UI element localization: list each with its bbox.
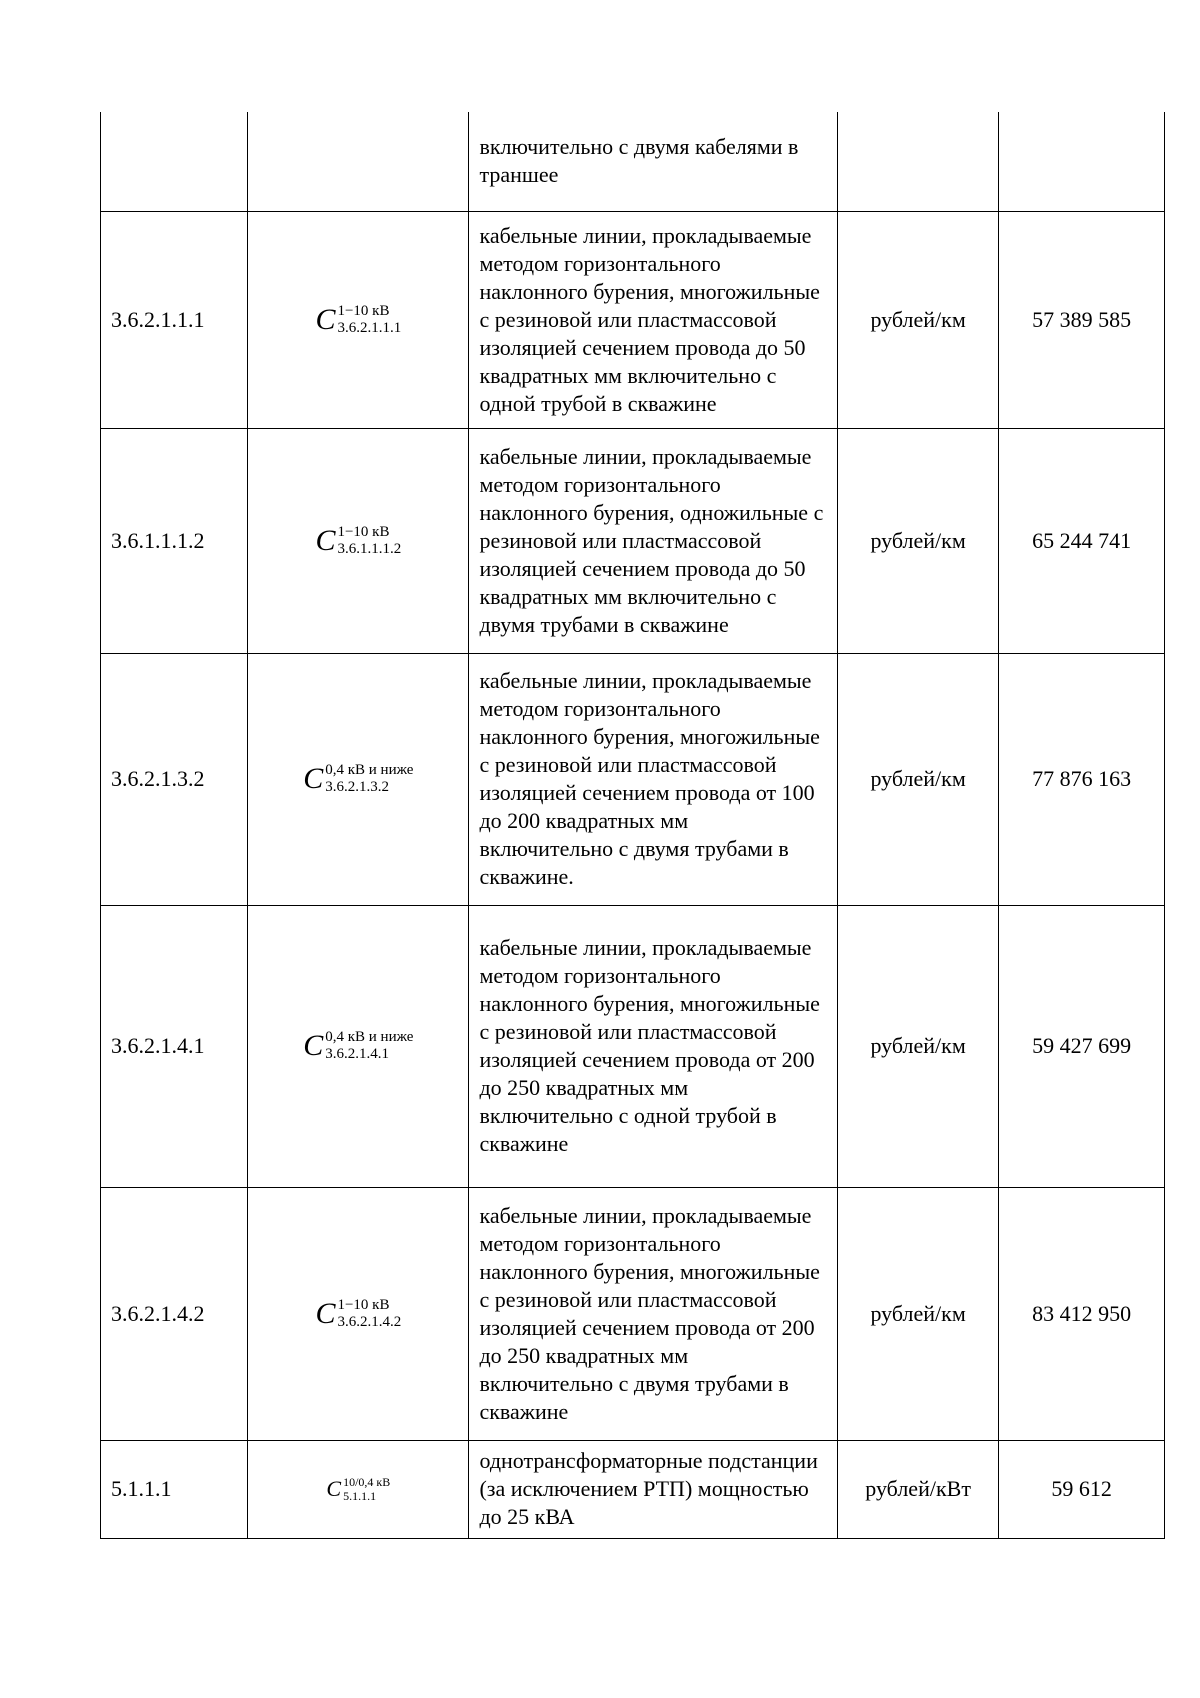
symbol-subscript: 3.6.2.1.4.1 (325, 1046, 389, 1062)
symbol-base: C (303, 1029, 324, 1062)
row-description (469, 1187, 837, 1440)
table-row (101, 1187, 1165, 1440)
row-value: 59 612 (999, 1440, 1165, 1538)
row-unit: рублей/км (837, 211, 998, 428)
symbol-superscript: 10/0,4 кВ (343, 1475, 391, 1489)
row-code: 5.1.1.1 (101, 1440, 248, 1538)
description-text: кабельные линии, прокладываемые методом горизонтального наклонного бурения, многожильные с резиновой или пластмассовой изоляцией сечением провода до 50 квадратных мм включительно с одной трубой в скважине (479, 222, 820, 416)
description-text: однотрансформаторные подстанции (за исключением РТП) мощностью до 25 кВА (479, 1448, 818, 1529)
row-description (469, 1440, 837, 1538)
description-text: кабельные линии, прокладываемые методом горизонтального наклонного бурения, многожильные с резиновой или пластмассовой изоляцией сечением провода от 200 до 250 квадратных мм включительно с двумя трубами в скважине (479, 1202, 820, 1424)
row-value: 59 427 699 (999, 905, 1165, 1187)
table-row (101, 1440, 1165, 1538)
symbol-base: C (315, 302, 336, 336)
row-symbol (248, 905, 469, 1187)
row-code: 3.6.1.1.1.2 (101, 428, 248, 653)
symbol-base: C (315, 523, 336, 557)
rate-symbol (315, 524, 401, 558)
row-symbol (248, 211, 469, 428)
row-code: 3.6.2.1.4.1 (101, 905, 248, 1187)
row-code: 3.6.2.1.4.2 (101, 1187, 248, 1440)
rate-symbol (303, 762, 413, 796)
description-text: включительно с двумя кабелями в траншее (479, 134, 799, 188)
rate-symbol (315, 1297, 401, 1331)
row-unit: рублей/кВт (837, 1440, 998, 1538)
symbol-superscript: 1−10 кВ (337, 1296, 390, 1313)
row-description (469, 905, 837, 1187)
row-description (469, 653, 837, 905)
rate-symbol (315, 303, 401, 337)
row-code: 3.6.2.1.3.2 (101, 653, 248, 905)
row-code (101, 112, 248, 211)
description-text: кабельные линии, прокладываемые методом горизонтального наклонного бурения, многожильные с резиновой или пластмассовой изоляцией сечением провода от 100 до 200 квадратных мм включительно с двумя трубами в скважине. (479, 668, 820, 889)
row-value: 77 876 163 (999, 653, 1165, 905)
row-unit: рублей/км (837, 905, 998, 1187)
row-unit: рублей/км (837, 1187, 998, 1440)
table-row (101, 211, 1165, 428)
row-unit: рублей/км (837, 653, 998, 905)
row-symbol (248, 1187, 469, 1440)
table-row (101, 112, 1165, 211)
rate-symbol (326, 1474, 390, 1504)
symbol-superscript: 1−10 кВ (337, 523, 390, 540)
row-value: 57 389 585 (999, 211, 1165, 428)
description-text: кабельные линии, прокладываемые методом горизонтального наклонного бурения, многожильные с резиновой или пластмассовой изоляцией сечением провода от 200 до 250 квадратных мм включительно с одной трубой в скважине (479, 935, 820, 1156)
symbol-subscript: 3.6.2.1.1.1 (337, 319, 402, 336)
symbol-base: C (326, 1476, 342, 1501)
table-row (101, 428, 1165, 653)
symbol-subscript: 3.6.2.1.3.2 (325, 779, 389, 795)
row-description (469, 211, 837, 428)
row-symbol (248, 428, 469, 653)
symbol-superscript: 1−10 кВ (337, 302, 390, 319)
row-value (999, 112, 1165, 211)
symbol-subscript: 3.6.1.1.1.2 (337, 540, 402, 557)
table-row (101, 653, 1165, 905)
row-description (469, 428, 837, 653)
row-description (469, 112, 837, 211)
symbol-superscript: 0,4 кВ и ниже (325, 1029, 414, 1045)
row-symbol (248, 653, 469, 905)
symbol-superscript: 0,4 кВ и ниже (325, 762, 414, 778)
symbol-base: C (303, 762, 324, 795)
row-code: 3.6.2.1.1.1 (101, 211, 248, 428)
description-text: кабельные линии, прокладываемые методом горизонтального наклонного бурения, одножильные с резиновой или пластмассовой изоляцией сечением провода до 50 квадратных мм включительно с двумя трубами в скважине (479, 443, 824, 637)
tariff-table (100, 112, 1165, 1539)
rate-symbol (303, 1029, 413, 1063)
table-row (101, 905, 1165, 1187)
symbol-subscript: 3.6.2.1.4.2 (337, 1313, 402, 1330)
row-symbol (248, 1440, 469, 1538)
row-unit (837, 112, 998, 211)
row-symbol (248, 112, 469, 211)
row-value: 83 412 950 (999, 1187, 1165, 1440)
row-unit: рублей/км (837, 428, 998, 653)
symbol-base: C (315, 1296, 336, 1330)
symbol-subscript: 5.1.1.1 (343, 1489, 377, 1503)
row-value: 65 244 741 (999, 428, 1165, 653)
